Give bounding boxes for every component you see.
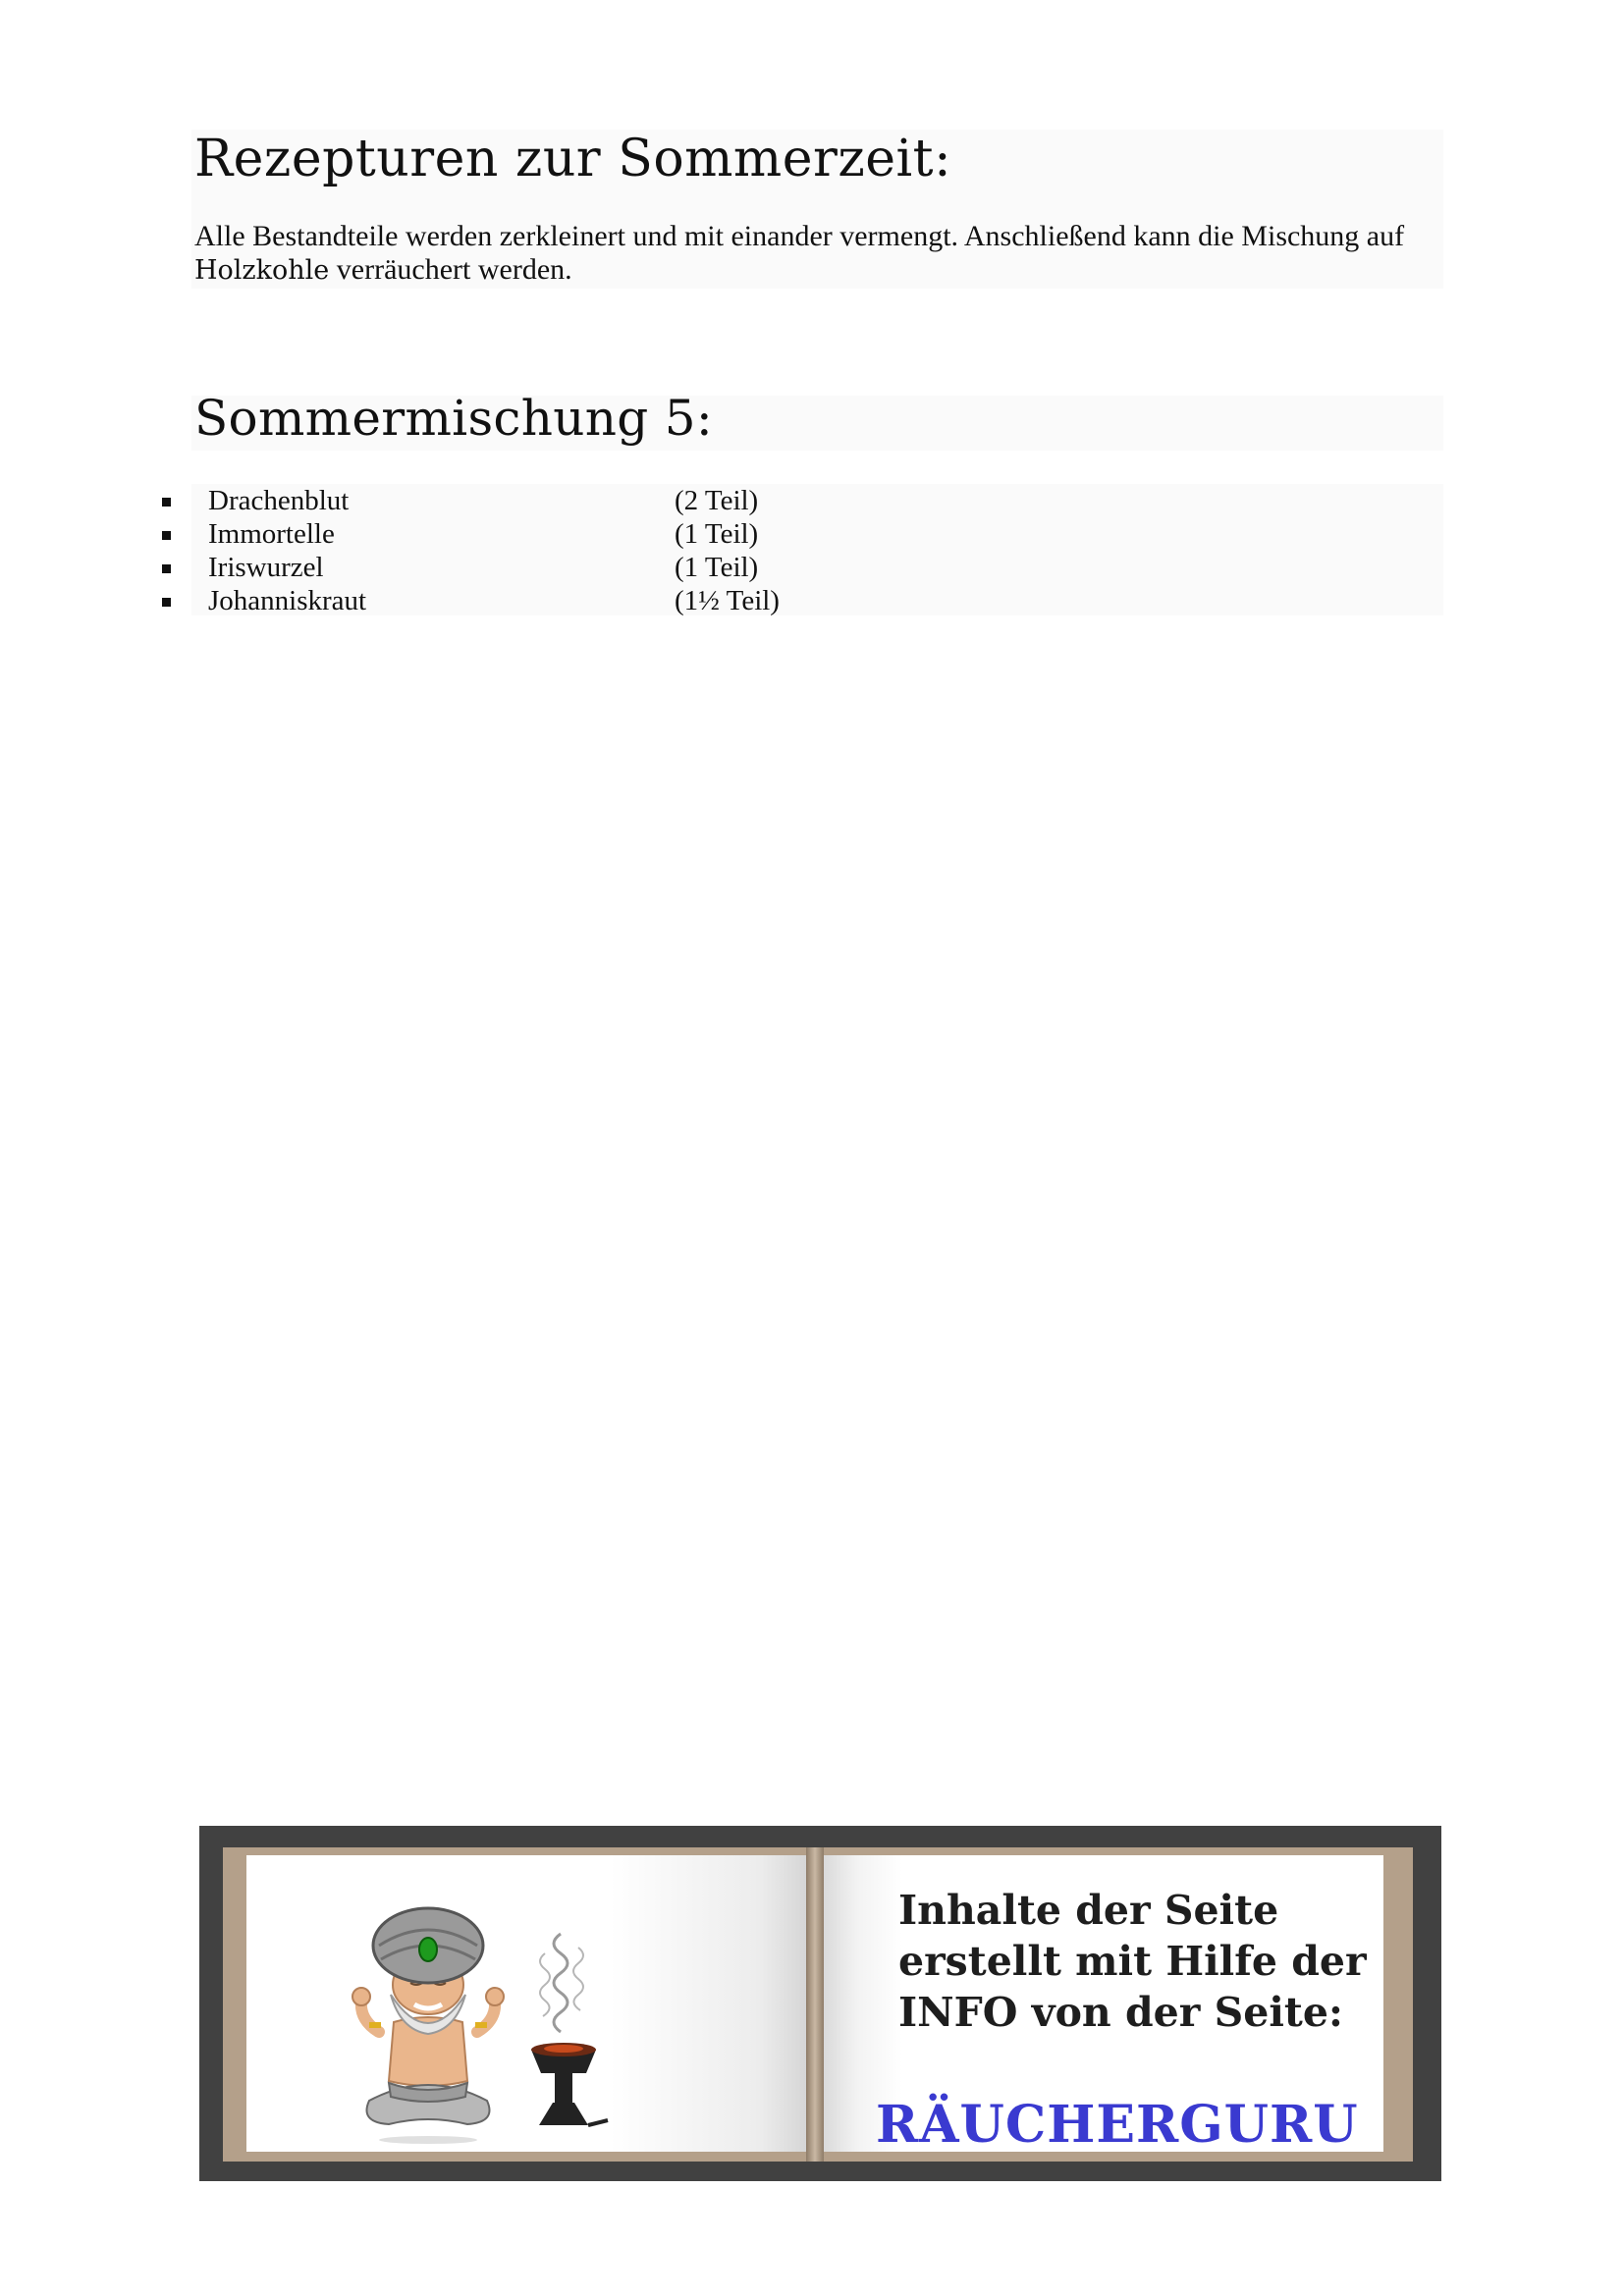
intro-text-after: verräuchert werden. bbox=[329, 253, 572, 286]
book-spine bbox=[806, 1847, 824, 2162]
ingredient-amount: (1 Teil) bbox=[675, 518, 759, 550]
banner-text bbox=[898, 1885, 1409, 2038]
ingredient-amount: (1½ Teil) bbox=[675, 585, 780, 616]
ingredient-name: Drachenblut bbox=[208, 485, 350, 516]
banner-line-3: INFO von der Seite: bbox=[898, 1989, 1344, 2036]
ingredient-name: Immortelle bbox=[208, 518, 335, 550]
bullet-icon bbox=[162, 598, 171, 607]
raeucherguru-banner[interactable] bbox=[199, 1826, 1441, 2181]
bullet-icon bbox=[162, 564, 171, 573]
incense-burner-icon bbox=[510, 1924, 618, 2145]
page-title: Rezepturen zur Sommerzeit: bbox=[194, 130, 952, 188]
intro-text-before: Alle Bestandteile werden zerkleinert und mit einander vermengt. Anschließend kann die Mischung auf bbox=[194, 220, 1405, 252]
guru-icon bbox=[340, 1904, 516, 2145]
book-left-page bbox=[246, 1855, 806, 2152]
ingredient-amount: (1 Teil) bbox=[675, 552, 759, 583]
book-cover bbox=[223, 1847, 1413, 2162]
intro-text bbox=[194, 220, 1432, 288]
ingredient-name: Iriswurzel bbox=[208, 552, 324, 583]
recipe-heading-section bbox=[191, 390, 1443, 451]
ingredient-list bbox=[191, 484, 1443, 615]
ingredient-amount: (2 Teil) bbox=[675, 485, 759, 516]
banner-line-2: erstellt mit Hilfe der bbox=[898, 1938, 1367, 1985]
bullet-icon bbox=[162, 498, 171, 507]
brand-link[interactable]: RÄUCHERGURU bbox=[876, 2095, 1359, 2155]
intro-section bbox=[191, 130, 1443, 289]
bullet-icon bbox=[162, 531, 171, 540]
recipe-title: Sommermischung 5: bbox=[194, 390, 714, 447]
ingredient-name: Johanniskraut bbox=[208, 585, 367, 616]
intro-text-holzkohle: Holzkohle bbox=[194, 255, 330, 286]
banner-line-1: Inhalte der Seite bbox=[898, 1887, 1279, 1934]
